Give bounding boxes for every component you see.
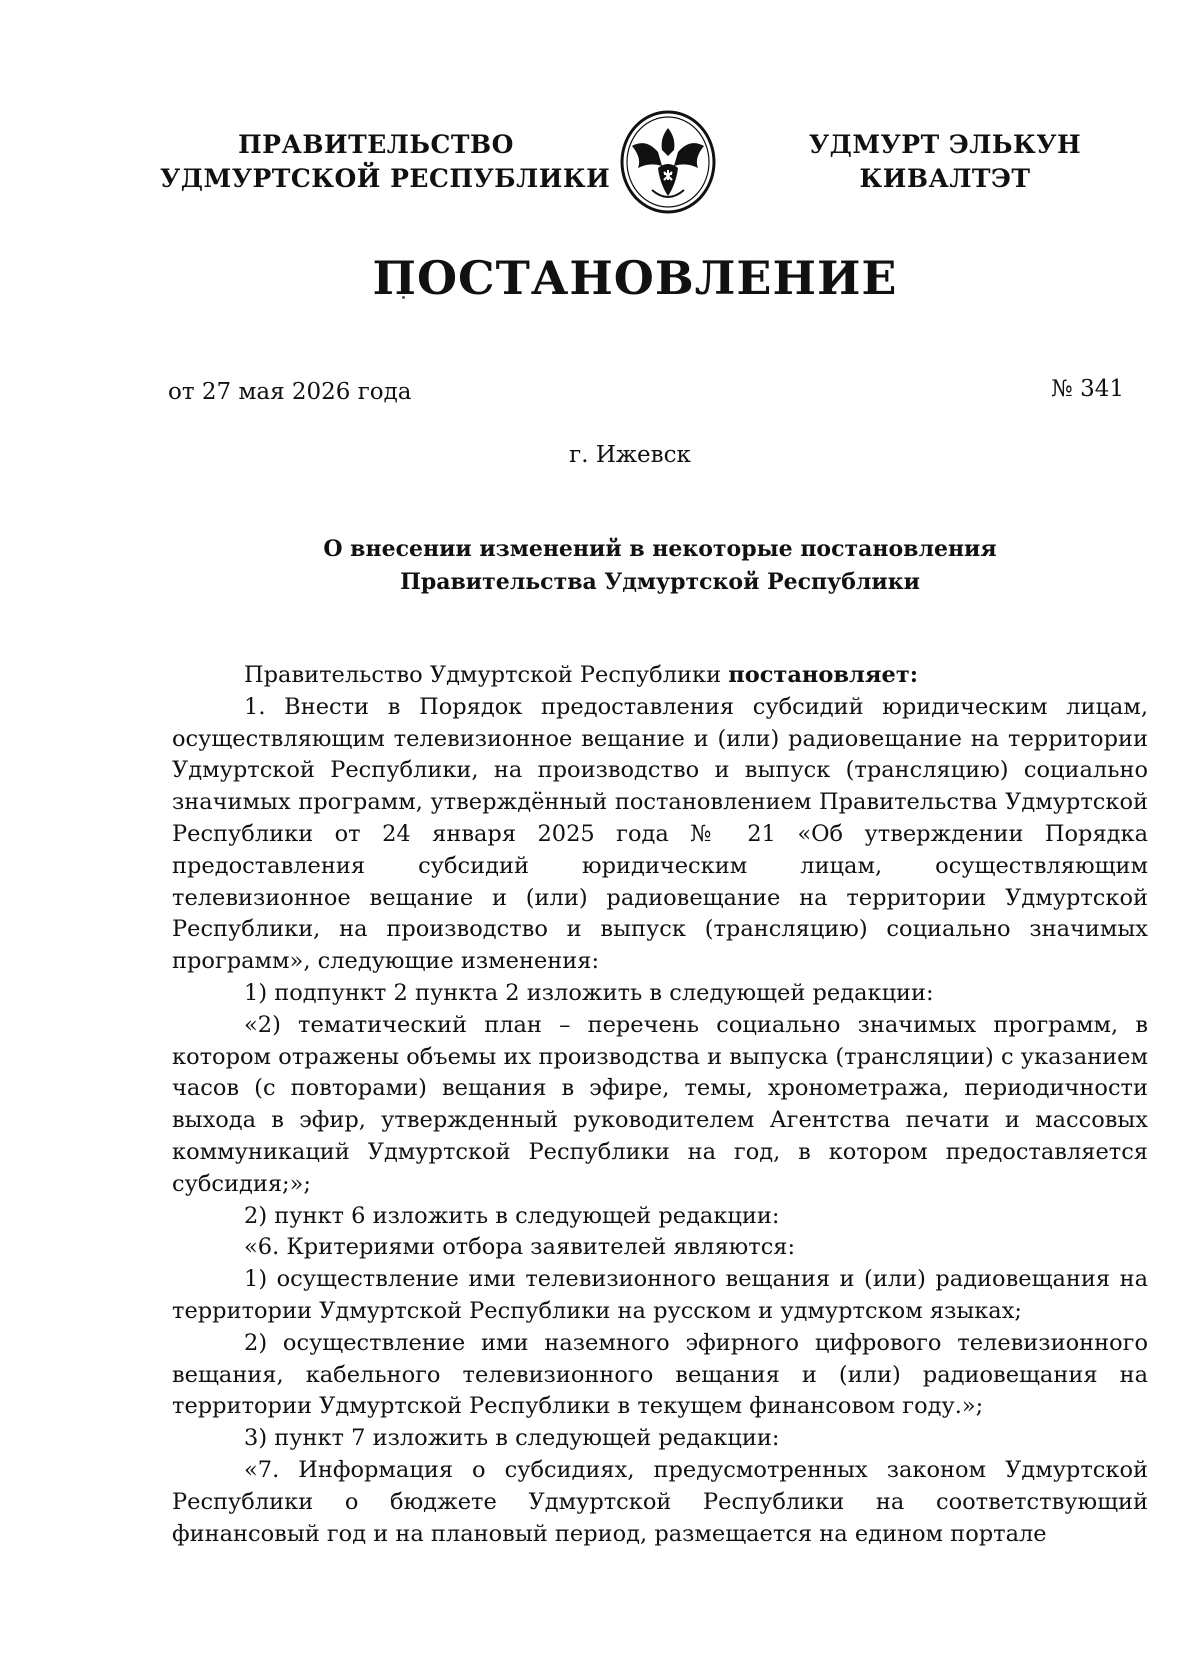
document-date: от 27 мая 2026 года — [168, 379, 412, 405]
issuer-line-2: УДМУРТСКОЙ РЕСПУБЛИКИ — [160, 164, 611, 193]
preamble-verb: постановляет: — [728, 662, 919, 688]
document-subject — [240, 533, 1080, 599]
paragraph-2: 1) подпункт 2 пункта 2 изложить в следующей редакции: — [244, 979, 934, 1006]
paragraph-5: «6. Критериями отбора заявителей являются: — [244, 1234, 796, 1261]
issuer-name-udmurt — [795, 128, 1095, 196]
coat-of-arms-icon — [612, 108, 724, 216]
paragraph-7: 2) осуществление ими наземного эфирного цифрового телевизионного вещания, кабельного телевизионного вещания и (или) радиовещания на территории Удмуртской Республики в текущем финансовом году.»; — [172, 1329, 1148, 1420]
document-body — [172, 660, 1148, 1550]
document-type-title: ПОСТАНОВЛЕНИЕ — [372, 251, 898, 305]
issuer-udmurt-line-1: УДМУРТ ЭЛЬКУН — [808, 130, 1082, 159]
paragraph-3: «2) тематический план – перечень социально значимых программ, в котором отражены объемы их производства и выпуска (трансляции) с указанием часов (с повторами) вещания в эфире, темы, хронометража, периодичности выхода в эфир, утвержденный руководителем Агентства печати и массовых коммуникаций Удмуртской Республики на год, в котором предоставляется субсидия;»; — [172, 1011, 1148, 1197]
preamble-text: Правительство Удмуртской Республики — [244, 662, 729, 688]
paragraph-4: 2) пункт 6 изложить в следующей редакции: — [244, 1202, 780, 1229]
preamble-paragraph — [172, 660, 1148, 692]
paragraph-1: 1. Внести в Порядок предоставления субсидий юридическим лицам, осуществляющим телевизионное вещание и (или) радиовещание на территории Удмуртской Республики, на производство и выпуск (трансляцию) социально значимых программ, утверждённый постановлением Правительства Удмуртской Республики от 24 января 2025 года № 21 «Об утверждении Порядка предоставления субсидий юридическим лицам, осуществляющим телевизионное вещание и (или) радиовещание на территории Удмуртской Республики, на производство и выпуск (трансляцию) социально значимых программ», следующие изменения: — [172, 693, 1148, 975]
issuer-line-1: ПРАВИТЕЛЬСТВО — [238, 130, 514, 159]
paragraph-6: 1) осуществление ими телевизионного вещания и (или) радиовещания на территории Удмуртской Республики на русском и удмуртском языках; — [172, 1266, 1148, 1324]
document-city: г. Ижевск — [569, 442, 691, 468]
paragraph-9: «7. Информация о субсидиях, предусмотренных законом Удмуртской Республики о бюджете Удмуртской Республики на соответствующий финансовый год и на плановый период, размещается на едином портале — [172, 1456, 1148, 1547]
issuer-name-russian — [160, 128, 611, 196]
paragraph-8: 3) пункт 7 изложить в следующей редакции: — [244, 1425, 780, 1452]
subject-line-2: Правительства Удмуртской Республики — [400, 569, 920, 595]
issuer-udmurt-line-2: КИВАЛТЭТ — [859, 164, 1031, 193]
document-number: № 341 — [1051, 376, 1124, 402]
subject-line-1: О внесении изменений в некоторые постановления — [323, 536, 997, 562]
